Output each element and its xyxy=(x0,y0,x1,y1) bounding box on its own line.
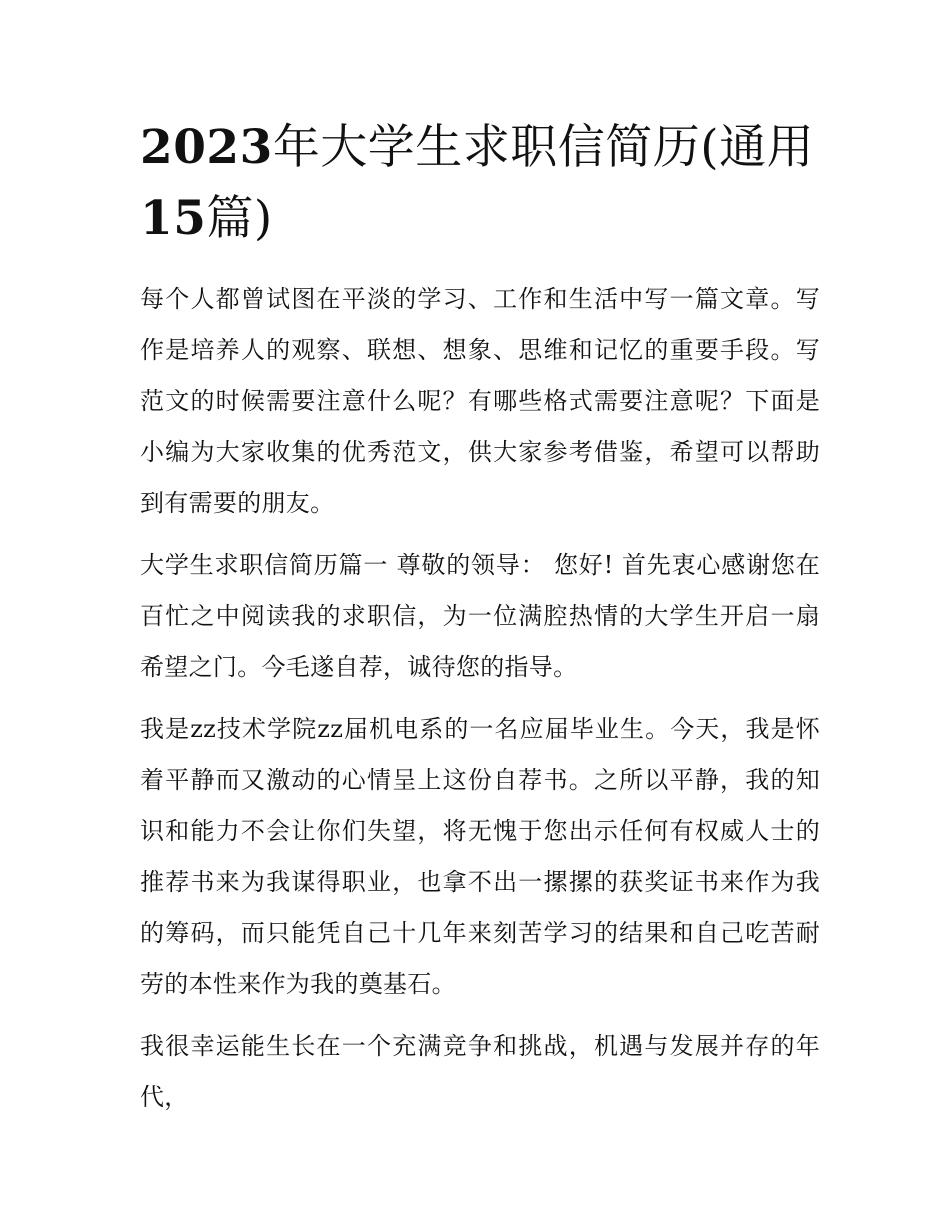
title-count: 15 xyxy=(140,191,207,246)
letter-opening-paragraph: 大学生求职信简历篇一 尊敬的领导： 您好! 首先衷心感谢您在百忙之中阅读我的求职信，为一位满腔热情的大学生开启一扇希望之门。今毛遂自荐，诚待您的指导。 xyxy=(140,551,820,681)
document-title xyxy=(140,112,820,254)
title-text-main: 年大学生求职信简历(通用 xyxy=(272,120,815,175)
intro-paragraph: 每个人都曾试图在平淡的学习、工作和生活中写一篇文章。写作是培养人的观察、联想、想象、思维和记忆的重要手段。写范文的时候需要注意什么呢？有哪些格式需要注意呢？下面是小编为大家收集的优秀范文，供大家参考借鉴，希望可以帮助到有需要的朋友。 xyxy=(140,285,820,517)
document-body xyxy=(140,112,820,1123)
title-text-end: 篇) xyxy=(206,191,273,246)
self-introduction-paragraph: 我是zz技术学院zz届机电系的一名应届毕业生。今天，我是怀着平静而又激动的心情呈上这份自荐书。之所以平静，我的知识和能力不会让你们失望，将无愧于您出示任何有权威人士的推荐书来为我谋得职业，也拿不出一摞摞的获奖证书来作为我的筹码，而只能凭自己十几年来刻苦学习的结果和自己吃苦耐劳的本性来作为我的奠基石。 xyxy=(140,715,820,998)
title-year: 2023 xyxy=(140,120,273,175)
closing-fragment-paragraph: 我很幸运能生长在一个充满竞争和挑战，机遇与发展并存的年代， xyxy=(140,1032,820,1111)
